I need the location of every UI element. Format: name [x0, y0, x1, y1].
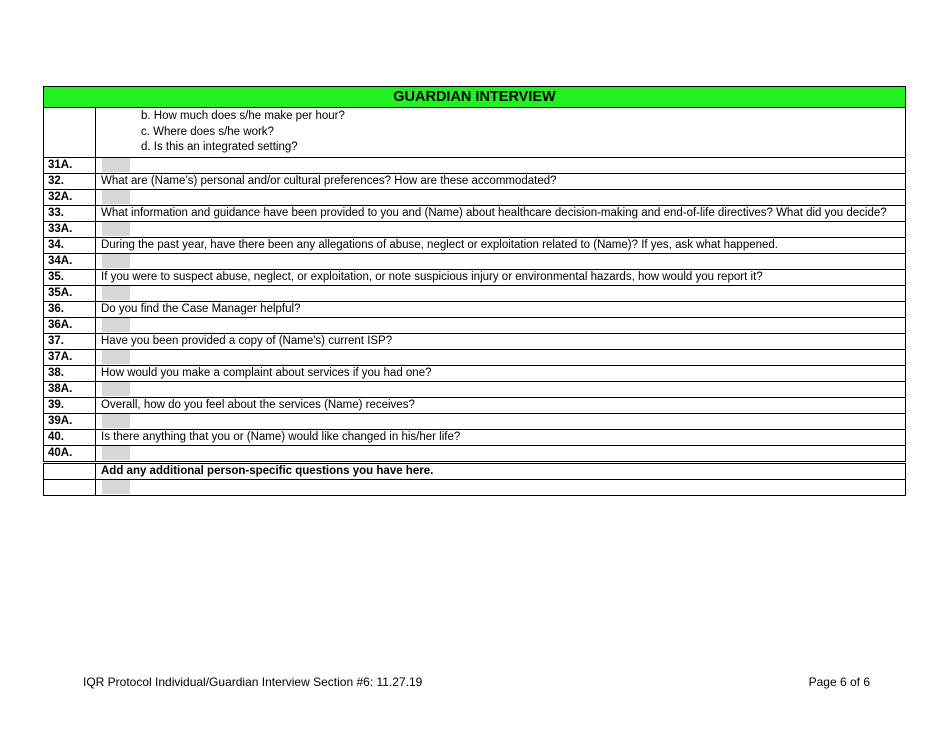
section-title: GUARDIAN INTERVIEW [44, 87, 906, 108]
question-row [44, 397, 906, 413]
question-text: What are (Name’s) personal and/or cultural preferences? How are these accommodated? [96, 173, 906, 189]
answer-field[interactable] [96, 349, 906, 365]
question-row [44, 205, 906, 221]
answer-field[interactable] [96, 317, 906, 333]
answer-field[interactable] [96, 253, 906, 269]
question-number: 32. [44, 173, 96, 189]
additional-questions-prompt: Add any additional person-specific questions you have here. [96, 462, 906, 479]
answer-input-shade[interactable] [102, 480, 130, 494]
question-number: 36A. [44, 317, 96, 333]
empty-number-cell [44, 462, 96, 479]
additional-answer-row [44, 479, 906, 495]
question-number: 34. [44, 237, 96, 253]
additional-answer-field[interactable] [96, 479, 906, 495]
answer-field[interactable] [96, 381, 906, 397]
answer-field[interactable] [96, 189, 906, 205]
sub-item-d: d. Is this an integrated setting? [141, 141, 298, 153]
question-number: 31A. [44, 157, 96, 173]
answer-row [44, 285, 906, 301]
answer-input-shade[interactable] [102, 382, 130, 396]
answer-row [44, 381, 906, 397]
question-row [44, 365, 906, 381]
question-text: Overall, how do you feel about the services (Name) receives? [96, 397, 906, 413]
answer-row [44, 445, 906, 462]
answer-input-shade[interactable] [102, 414, 130, 428]
question-number: 33A. [44, 221, 96, 237]
question-number: 38A. [44, 381, 96, 397]
answer-row [44, 221, 906, 237]
sub-items-row [44, 108, 906, 158]
guardian-interview-table [43, 86, 906, 496]
empty-number-cell [44, 479, 96, 495]
footer-document-id: IQR Protocol Individual/Guardian Interview Section #6: 11.27.19 [83, 675, 423, 689]
question-text: Is there anything that you or (Name) would like changed in his/her life? [96, 429, 906, 445]
additional-questions-row [44, 462, 906, 479]
answer-input-shade[interactable] [102, 222, 130, 236]
question-number: 37A. [44, 349, 96, 365]
header-row [44, 87, 906, 108]
question-number: 33. [44, 205, 96, 221]
empty-number-cell [44, 108, 96, 158]
answer-row [44, 189, 906, 205]
question-row [44, 429, 906, 445]
question-number: 40. [44, 429, 96, 445]
answer-field[interactable] [96, 445, 906, 462]
question-row [44, 333, 906, 349]
answer-input-shade[interactable] [102, 318, 130, 332]
sub-items-cell [96, 108, 906, 158]
question-row [44, 301, 906, 317]
question-number: 35. [44, 269, 96, 285]
answer-field[interactable] [96, 221, 906, 237]
question-row [44, 237, 906, 253]
answer-input-shade[interactable] [102, 350, 130, 364]
question-number: 39. [44, 397, 96, 413]
question-row [44, 173, 906, 189]
question-text: Do you find the Case Manager helpful? [96, 301, 906, 317]
answer-row [44, 253, 906, 269]
question-row [44, 269, 906, 285]
answer-field[interactable] [96, 285, 906, 301]
answer-input-shade[interactable] [102, 446, 130, 460]
answer-input-shade[interactable] [102, 158, 130, 172]
question-number: 39A. [44, 413, 96, 429]
answer-row [44, 317, 906, 333]
answer-row [44, 157, 906, 173]
answer-input-shade[interactable] [102, 254, 130, 268]
question-text: What information and guidance have been provided to you and (Name) about healthcare decision-making and end-of-life directives? What did you decide? [96, 205, 906, 221]
sub-item-c: c. Where does s/he work? [141, 125, 274, 138]
question-number: 35A. [44, 285, 96, 301]
question-number: 32A. [44, 189, 96, 205]
question-number: 37. [44, 333, 96, 349]
question-text: How would you make a complaint about services if you had one? [96, 365, 906, 381]
answer-row [44, 349, 906, 365]
question-text: If you were to suspect abuse, neglect, or exploitation, or note suspicious injury or environmental hazards, how would you report it? [96, 269, 906, 285]
answer-field[interactable] [96, 157, 906, 173]
question-number: 36. [44, 301, 96, 317]
answer-field[interactable] [96, 413, 906, 429]
answer-row [44, 413, 906, 429]
sub-item-b: b. How much does s/he make per hour? [141, 110, 345, 122]
answer-input-shade[interactable] [102, 190, 130, 204]
question-text: During the past year, have there been any allegations of abuse, neglect or exploitation related to (Name)? If yes, ask what happened. [96, 237, 906, 253]
answer-input-shade[interactable] [102, 286, 130, 300]
question-number: 40A. [44, 445, 96, 462]
question-number: 34A. [44, 253, 96, 269]
footer-page-number: Page 6 of 6 [808, 675, 870, 689]
question-number: 38. [44, 365, 96, 381]
question-text: Have you been provided a copy of (Name's) current ISP? [96, 333, 906, 349]
